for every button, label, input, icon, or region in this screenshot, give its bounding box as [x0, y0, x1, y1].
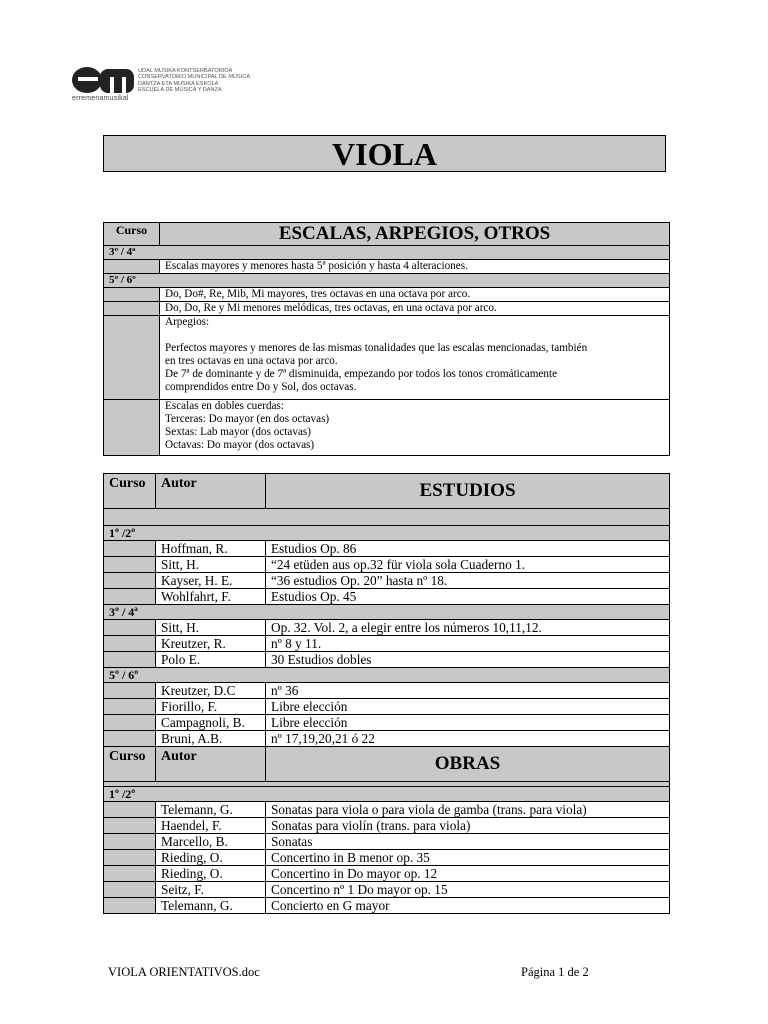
course-cell: [104, 541, 156, 557]
work-cell: Concierto en G mayor: [266, 898, 670, 914]
course-row: [104, 274, 670, 288]
author-cell: Fiorillo, F.: [156, 699, 266, 715]
table-heading: ESCALAS, ARPEGIOS, OTROS: [160, 223, 670, 246]
work-cell: Sonatas: [266, 834, 670, 850]
table-row: [104, 850, 670, 866]
work-cell: Op. 32. Vol. 2, a elegir entre los números 10,11,12.: [266, 620, 670, 636]
course-cell: [104, 866, 156, 882]
author-cell: Telemann, G.: [156, 802, 266, 818]
course-cell: [104, 850, 156, 866]
course-cell: [104, 400, 160, 456]
table-row: [104, 715, 670, 731]
course-row: [104, 246, 670, 260]
course-row: [104, 605, 670, 620]
author-cell: Wohlfahrt, F.: [156, 589, 266, 605]
table-row: [104, 802, 670, 818]
column-header-curso: Curso: [104, 747, 156, 782]
work-cell: Estudios Op. 45: [266, 589, 670, 605]
work-cell: Concertino in B menor op. 35: [266, 850, 670, 866]
work-cell: nº 17,19,20,21 ó 22: [266, 731, 670, 747]
author-cell: Hoffman, R.: [156, 541, 266, 557]
course-label: 1º /2º: [104, 526, 670, 541]
logo-line: DANTZA ETA MUSIKA ESKOLA: [138, 80, 219, 87]
course-label: 5º / 6º: [104, 668, 670, 683]
course-cell: [104, 288, 160, 302]
work-cell: “24 etüden aus op.32 für viola sola Cuaderno 1.: [266, 557, 670, 573]
table-row: [104, 866, 670, 882]
column-header-curso: Curso: [104, 223, 160, 246]
work-cell: 30 Estudios dobles: [266, 652, 670, 668]
course-label: 5º / 6º: [104, 274, 670, 288]
work-cell: nº 8 y 11.: [266, 636, 670, 652]
column-header-autor: Autor: [156, 474, 266, 509]
table-row: [104, 834, 670, 850]
work-cell: Sonatas para viola o para viola de gamba (trans. para viola): [266, 802, 670, 818]
table-row: [104, 898, 670, 914]
author-cell: Kreutzer, R.: [156, 636, 266, 652]
table-row: [104, 400, 670, 456]
course-cell: [104, 898, 156, 914]
course-cell: [104, 573, 156, 589]
arpeggios-cell: Arpegios: Perfectos mayores y menores de las mismas tonalidades que las escalas mencionadas, también en tres octavas en una octava por arco. De 7ª de dominante y de 7ª disminuida, empezando por todos los tonos cromáticamente comprendidos entre Do y Sol, dos octavas.: [160, 316, 670, 400]
column-header-autor: Autor: [156, 747, 266, 782]
author-cell: Kayser, H. E.: [156, 573, 266, 589]
works-table: [103, 746, 670, 914]
table-row: [104, 699, 670, 715]
work-cell: “36 estudios Op. 20” hasta nº 18.: [266, 573, 670, 589]
author-cell: Polo E.: [156, 652, 266, 668]
page-title: VIOLA: [103, 135, 666, 172]
table-row: [104, 541, 670, 557]
table-row: [104, 316, 670, 400]
course-cell: [104, 557, 156, 573]
content-cell: Do, Do#, Re, Mib, Mi mayores, tres octavas en una octava por arco.: [160, 288, 670, 302]
course-cell: [104, 699, 156, 715]
author-cell: Sitt, H.: [156, 620, 266, 636]
column-header-curso: Curso: [104, 474, 156, 509]
course-cell: [104, 802, 156, 818]
table-row: [104, 288, 670, 302]
table-header: [104, 474, 670, 509]
table-row: [104, 882, 670, 898]
author-cell: Rieding, O.: [156, 850, 266, 866]
scales-table: [103, 222, 670, 456]
course-label: 3º / 4ª: [104, 605, 670, 620]
logo-text: [138, 68, 250, 93]
logo-line: CONSERVATORIO MUNICIPAL DE MÚSICA: [138, 74, 251, 81]
logo-line: UDAL MUSIKA KONTSERBATORIOA: [138, 68, 233, 74]
work-cell: Sonatas para violín (trans. para viola): [266, 818, 670, 834]
table-row: [104, 683, 670, 699]
table-row: [104, 818, 670, 834]
course-cell: [104, 316, 160, 400]
author-cell: Seitz, F.: [156, 882, 266, 898]
course-row: [104, 526, 670, 541]
table-row: [104, 260, 670, 274]
work-cell: Libre elección: [266, 715, 670, 731]
work-cell: nº 36: [266, 683, 670, 699]
work-cell: Estudios Op. 86: [266, 541, 670, 557]
footer-filename: VIOLA ORIENTATIVOS.doc: [108, 965, 260, 979]
table-header: [104, 223, 670, 246]
author-cell: Marcello, B.: [156, 834, 266, 850]
table-row: [104, 636, 670, 652]
author-cell: Kreutzer, D.C: [156, 683, 266, 699]
table-row: [104, 731, 670, 747]
table-row: [104, 573, 670, 589]
double-stops-cell: Escalas en dobles cuerdas: Terceras: Do mayor (en dos octavas) Sextas: Lab mayor (dos octavas) Octavas: Do mayor (dos octavas): [160, 400, 670, 456]
content-cell: Do, Do, Re y Mi menores melódicas, tres octavas, en una octava por arco.: [160, 302, 670, 316]
logo-wordmark: erremenamusikal: [72, 95, 129, 102]
course-cell: [104, 818, 156, 834]
course-cell: [104, 834, 156, 850]
course-cell: [104, 636, 156, 652]
author-cell: Bruni, A.B.: [156, 731, 266, 747]
course-label: 1º /2º: [104, 787, 670, 802]
course-row: [104, 787, 670, 802]
course-cell: [104, 683, 156, 699]
course-row: [104, 668, 670, 683]
spacer-row: [104, 509, 670, 526]
school-logo: [70, 64, 250, 104]
course-label: 3º / 4ª: [104, 246, 670, 260]
table-heading: ESTUDIOS: [266, 474, 670, 509]
course-cell: [104, 620, 156, 636]
table-row: [104, 620, 670, 636]
work-cell: Concertino in Do mayor op. 12: [266, 866, 670, 882]
content-cell: Escalas mayores y menores hasta 5ª posición y hasta 4 alteraciones.: [160, 260, 670, 274]
table-row: [104, 589, 670, 605]
table-heading: OBRAS: [266, 747, 670, 782]
author-cell: Telemann, G.: [156, 898, 266, 914]
author-cell: Sitt, H.: [156, 557, 266, 573]
work-cell: Concertino nº 1 Do mayor op. 15: [266, 882, 670, 898]
studies-table: [103, 473, 670, 747]
table-row: [104, 557, 670, 573]
author-cell: Rieding, O.: [156, 866, 266, 882]
author-cell: Haendel, F.: [156, 818, 266, 834]
course-cell: [104, 260, 160, 274]
table-row: [104, 302, 670, 316]
work-cell: Libre elección: [266, 699, 670, 715]
course-cell: [104, 882, 156, 898]
table-row: [104, 652, 670, 668]
course-cell: [104, 652, 156, 668]
table-header: [104, 747, 670, 782]
course-cell: [104, 589, 156, 605]
logo-line: ESCUELA DE MÚSICA Y DANZA: [138, 86, 222, 93]
course-cell: [104, 731, 156, 747]
author-cell: Campagnoli, B.: [156, 715, 266, 731]
footer-page-number: Página 1 de 2: [521, 965, 589, 979]
course-cell: [104, 302, 160, 316]
course-cell: [104, 715, 156, 731]
